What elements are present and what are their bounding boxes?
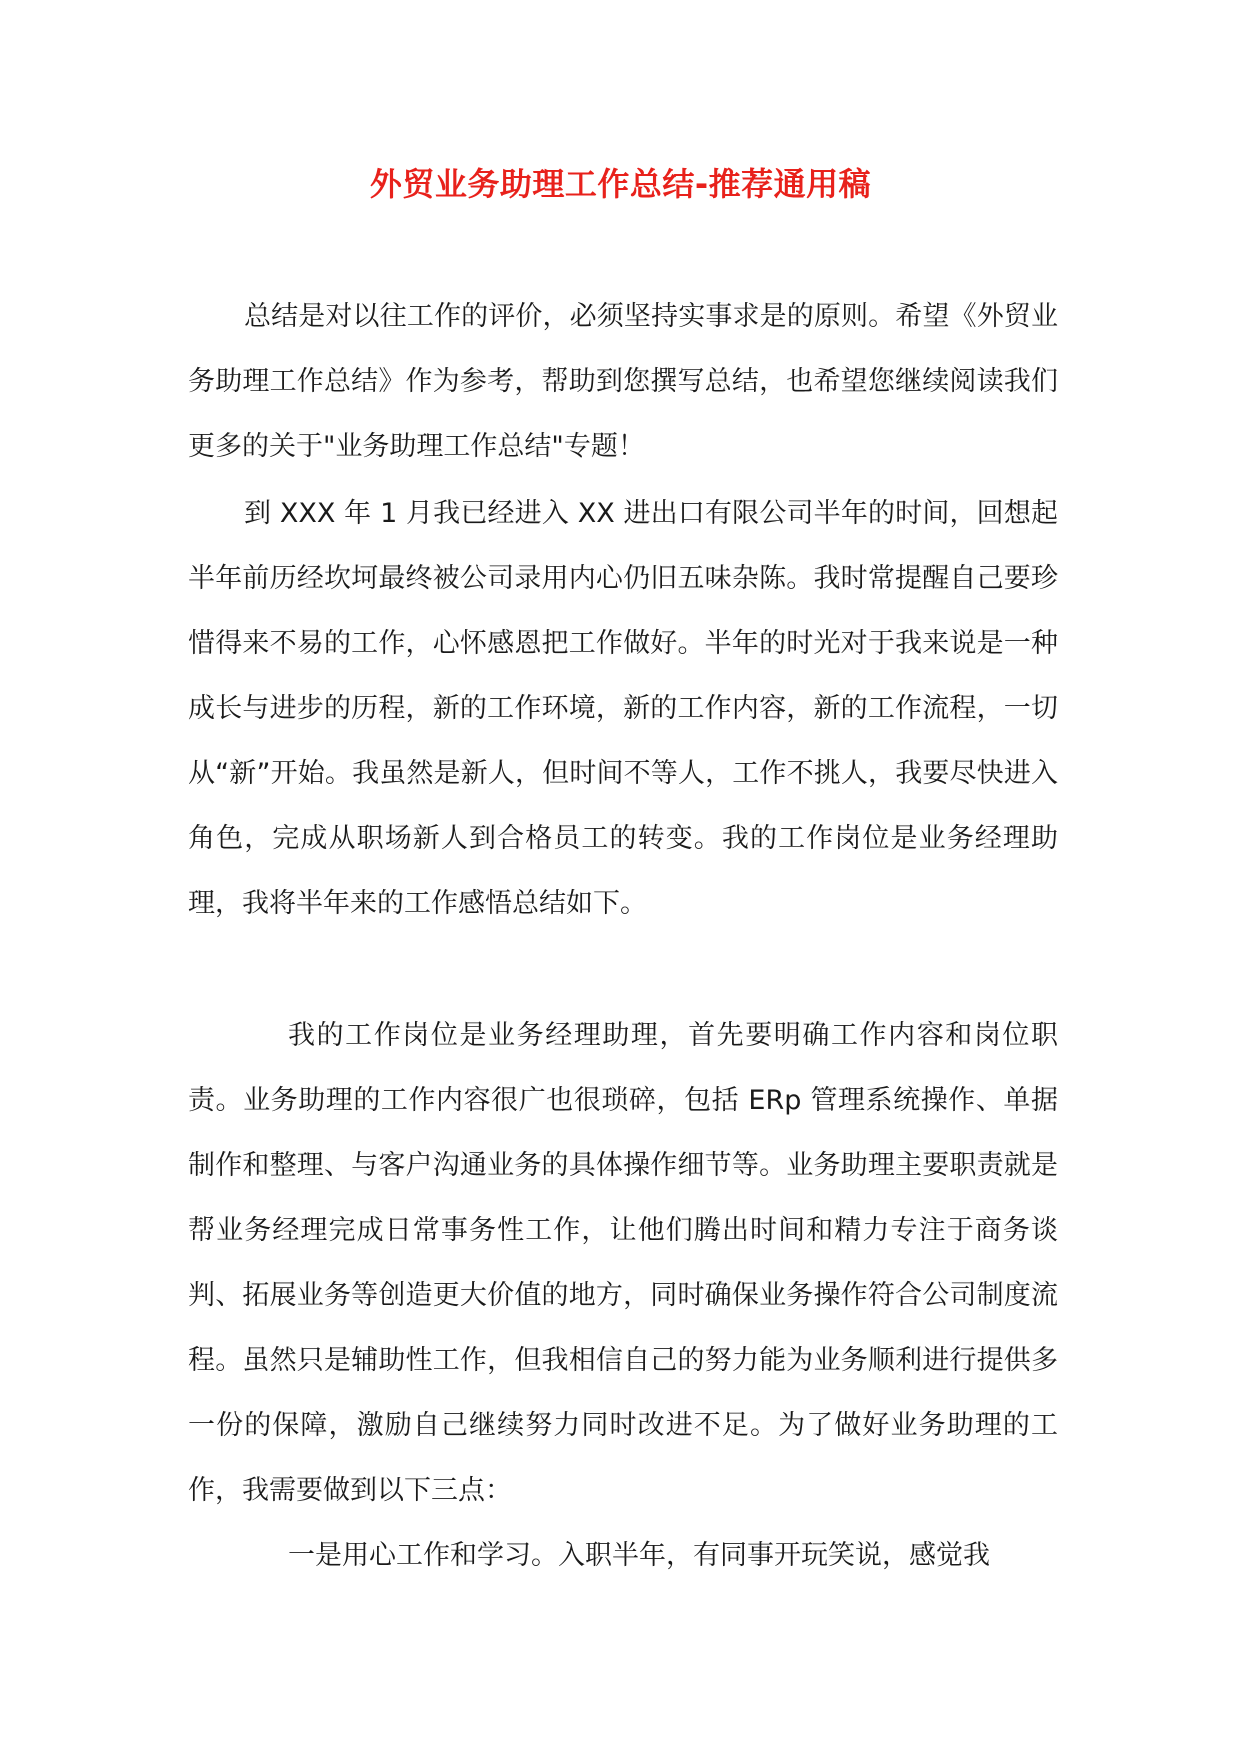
- paragraph-job-duties: 我的工作岗位是业务经理助理，首先要明确工作内容和岗位职责。业务助理的工作内容很广也很琐碎，包括 ERp 管理系统操作、单据制作和整理、与客户沟通业务的具体操作细节等。业务助理主要职责就是帮业务经理完成日常事务性工作，让他们腾出时间和精力专注于商务谈判、拓展业务等创造更大价值的地方，同时确保业务操作符合公司制度流程。虽然只是辅助性工作，但我相信自己的努力能为业务顺利进行提供多一份的保障，激励自己继续努力同时改进不足。为了做好业务助理的工作，我需要做到以下三点：: [188, 1020, 1058, 1506]
- document-title: 外贸业务助理工作总结-推荐通用稿: [369, 165, 872, 203]
- paragraph-point-one: 一是用心工作和学习。入职半年，有同事开玩笑说，感觉我: [288, 1540, 990, 1571]
- paragraph-intro: 总结是对以往工作的评价，必须坚持实事求是的原则。希望《外贸业务助理工作总结》作为参考，帮助到您撰写总结，也希望您继续阅读我们更多的关于"业务助理工作总结"专题！: [188, 301, 1058, 462]
- paragraph-background: 到 XXX 年 1 月我已经进入 XX 进出口有限公司半年的时间，回想起半年前历经坎坷最终被公司录用内心仍旧五味杂陈。我时常提醒自己要珍惜得来不易的工作，心怀感恩把工作做好。半年的时光对于我来说是一种成长与进步的历程，新的工作环境，新的工作内容，新的工作流程，一切从“新”开始。我虽然是新人，但时间不等人，工作不挑人，我要尽快进入角色，完成从职场新人到合格员工的转变。我的工作岗位是业务经理助理，我将半年来的工作感悟总结如下。: [188, 498, 1058, 919]
